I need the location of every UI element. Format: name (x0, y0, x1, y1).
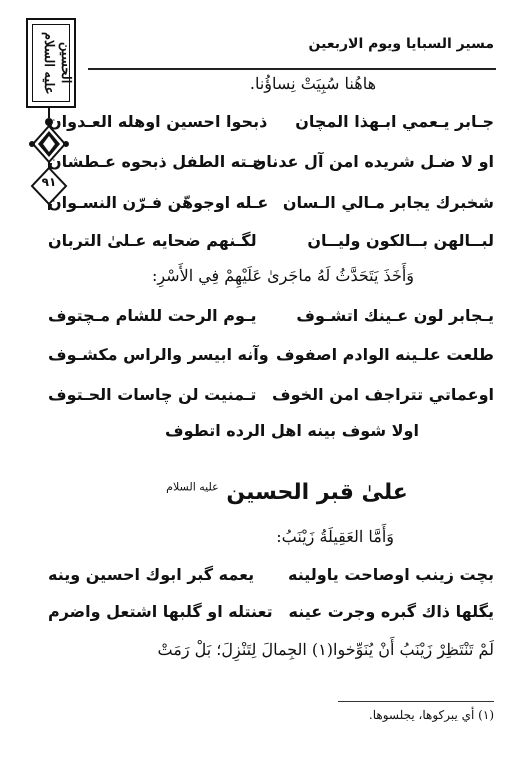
verse-line (48, 231, 494, 255)
footnote: (١) أي يبركوها، يجلسوها. (368, 708, 494, 722)
section-heading-text: علىٰ قبر الحسين (226, 480, 408, 505)
transition-line: وَأَخَذَ يَتَحَدَّثُ لَهُ ماجَرىٰ عَلَيْهِمْ فِي الأَسْرِ: (151, 266, 414, 285)
section-intro: وَأَمَّا العَقِيلَةُ زَيْنَبُ: (276, 527, 394, 546)
verse-second-half: يعمه گبر ابوك احسين وينه (48, 565, 255, 584)
final-prose-line: لَمْ تَنْتَظِرْ زَيْنَبُ أَنْ يُنَوِّخوا(١) الجِمالَ لِتَنْزِلَ؛ بَلْ رَمَتْ (157, 640, 494, 659)
page-number: ٩١ (41, 175, 57, 189)
footnote-rule (338, 701, 494, 702)
verse-second-half: وآنه ابيسر والراس مكشـوف (48, 345, 269, 364)
verse-line (48, 565, 494, 589)
verse-line (48, 385, 494, 409)
header-rule (88, 68, 496, 70)
running-title: مسير السبايا ويوم الاربعين (308, 36, 494, 52)
honorific-mark: عليه السلام (166, 480, 219, 494)
section-heading (80, 480, 494, 505)
verse-line (48, 152, 494, 176)
verse-second-half: تـمنيت لن چاسات الحـتوف (48, 385, 257, 404)
calligraphy-emblem (26, 18, 76, 108)
verse-first-half: يگلها ذاك گبره وجرت عينه (288, 602, 494, 621)
verse-first-half: طلعت علـينه الوادم اصفوف (276, 345, 494, 364)
verse-second-half: حـته الطفل ذبحوه عـطشان (48, 152, 264, 171)
verse-second-half: تعنتله او گلبها اشتعل واضرم (48, 602, 273, 621)
verse-second-half: لگـنهم ضحايه عـلىٰ التربان (48, 231, 257, 250)
verse-line (48, 112, 494, 136)
verse-first-half: شخبرك يجابر مـالي الـسان (282, 193, 494, 212)
verse-first-half: لبــالهن بــالكون وليــان (307, 231, 494, 250)
verse-line (48, 193, 494, 217)
verse-first-half: او لا ضـل شريده امن آل عدنان (252, 152, 494, 171)
verse-line (48, 602, 494, 626)
intro-line: هاهُنا سُبِيَتْ نِساؤُنا. (249, 74, 376, 93)
verse-line (48, 306, 494, 330)
verse-first-half: يـجابر لون عـينك اتشـوف (296, 306, 494, 325)
verse-line (48, 345, 494, 369)
verse-second-half: يـوم الرحت للشام مـچتوف (48, 306, 257, 325)
verse-first-half: اوعماتي تتراجف امن الخوف (272, 385, 494, 404)
closing-line: اولا شوف بينه اهل الرده اتطوف (165, 421, 419, 440)
verse-first-half: بچت زينب اوصاحت ياولينه (288, 565, 494, 584)
verse-second-half: عـله اوجوهّن فـرّن النسـوان (48, 193, 269, 212)
emblem-text: الحسين عليه السلام (41, 31, 73, 95)
verse-first-half: جـابر يـعمي ابـهذا المچان (295, 112, 494, 131)
verse-second-half: ذبحوا احسين اوهله العـدوان (48, 112, 268, 131)
